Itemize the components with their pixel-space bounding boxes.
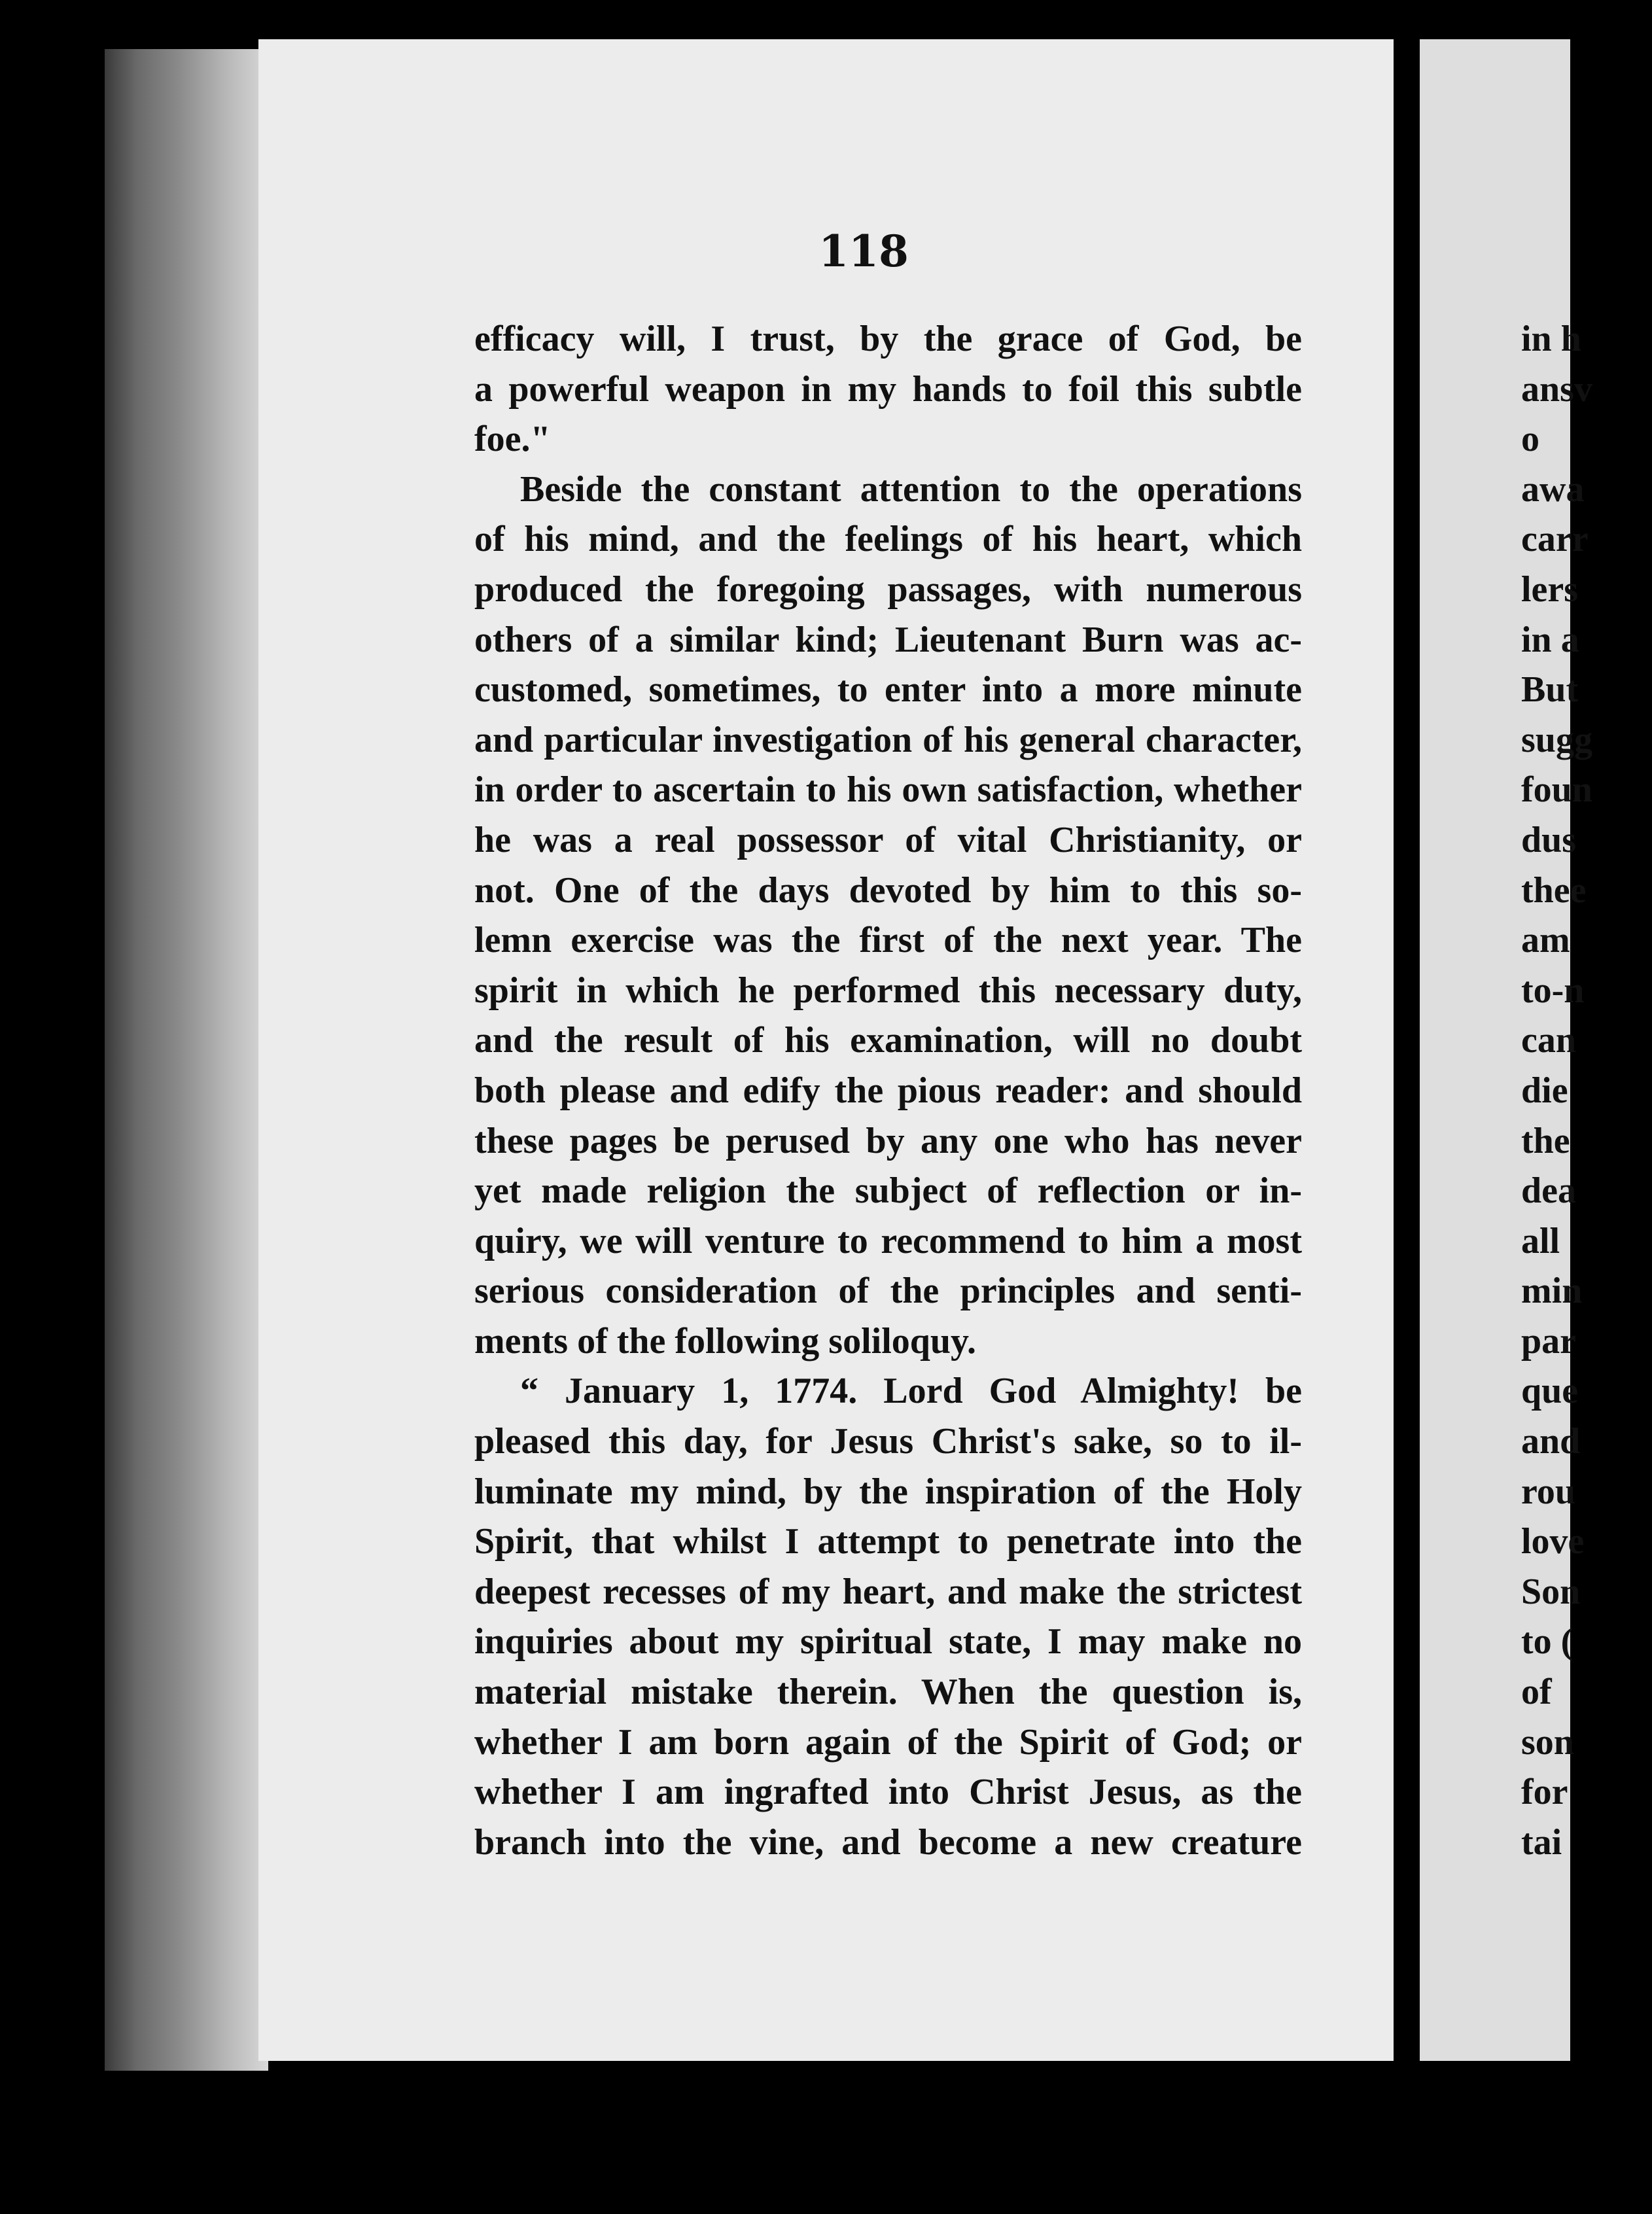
text-line: others of a similar kind; Lieutenant Burn was ac- [474, 619, 1302, 660]
text-line: luminate my mind, by the inspiration of the Holy [474, 1471, 1302, 1512]
fragment-line: for [1521, 1772, 1568, 1813]
text-line: these pages be perused by any one who has never [474, 1120, 1302, 1161]
text-line: whether I am born again of the Spirit of God; or [474, 1721, 1302, 1763]
text-line: whether I am ingrafted into Christ Jesus, as the [474, 1772, 1302, 1813]
fragment-line: o [1521, 419, 1539, 460]
text-line: quiry, we will venture to recommend to him a most [474, 1220, 1302, 1261]
fragment-line: to ( [1521, 1621, 1573, 1662]
fragment-line: dus [1521, 819, 1577, 860]
fragment-line: in h [1521, 319, 1581, 359]
fragment-line: Son [1521, 1571, 1581, 1612]
text-line: serious consideration of the principles and senti- [474, 1271, 1302, 1312]
fragment-line: tai [1521, 1821, 1562, 1863]
text-line: material mistake therein. When the question is, [474, 1672, 1302, 1713]
text-line: branch into the vine, and become a new creature [474, 1821, 1302, 1863]
fragment-line: thee [1521, 870, 1587, 911]
text-line: yet made religion the subject of reflection or in- [474, 1170, 1302, 1212]
fragment-line: of [1521, 1672, 1552, 1713]
text-line: spirit in which he performed this necessary duty, [474, 970, 1302, 1011]
book-gutter [1394, 0, 1420, 2214]
page-number: 118 [818, 226, 909, 277]
fragment-line: awa [1521, 468, 1585, 510]
text-line: pleased this day, for Jesus Christ's sake, so to il- [474, 1421, 1302, 1462]
fragment-line: rou [1521, 1471, 1575, 1512]
facing-page-text [1521, 314, 1652, 1867]
text-line: ments of the following soliloquy. [474, 1320, 976, 1362]
body-text [474, 314, 1302, 1867]
fragment-line: que [1521, 1371, 1579, 1412]
text-line: Beside the constant attention to the operations [520, 468, 1302, 510]
text-line: produced the foregoing passages, with numerous [474, 569, 1302, 610]
fragment-line: ansv [1521, 368, 1592, 410]
fragment-line: carr [1521, 519, 1589, 560]
fragment-line: to-n [1521, 970, 1585, 1011]
text-line: not. One of the days devoted by him to this so- [474, 870, 1302, 911]
fragment-line: can [1521, 1020, 1576, 1061]
fragment-line: dea [1521, 1170, 1576, 1212]
text-line: of his mind, and the feelings of his heart, which [474, 519, 1302, 560]
fragment-line: But [1521, 669, 1579, 711]
fragment-line: foun [1521, 769, 1592, 811]
text-line: Spirit, that whilst I attempt to penetrate into the [474, 1521, 1302, 1562]
fragment-line: lers [1521, 569, 1579, 610]
text-line: both please and edify the pious reader: and should [474, 1070, 1302, 1111]
fragment-line: min [1521, 1271, 1583, 1312]
text-line: a powerful weapon in my hands to foil this subtle [474, 368, 1302, 410]
text-line: and particular investigation of his general character, [474, 719, 1302, 760]
fragment-line: par [1521, 1320, 1576, 1362]
fragment-line: am [1521, 920, 1570, 961]
fragment-line: sugg [1521, 719, 1592, 760]
text-line: lemn exercise was the first of the next year. The [474, 920, 1302, 961]
fragment-line: in a [1521, 619, 1579, 660]
fragment-line: love [1521, 1521, 1585, 1562]
text-line: “ January 1, 1774. Lord God Almighty! be [520, 1371, 1302, 1412]
fragment-line: the [1521, 1120, 1570, 1161]
text-line: customed, sometimes, to enter into a more minute [474, 669, 1302, 711]
fragment-line: son [1521, 1721, 1574, 1763]
text-line: foe." [474, 419, 551, 460]
text-line: he was a real possessor of vital Christianity, or [474, 819, 1302, 860]
text-line: in order to ascertain to his own satisfaction, whether [474, 769, 1302, 811]
fragment-line: and [1521, 1421, 1581, 1462]
fragment-line: all [1521, 1220, 1560, 1261]
fragment-line: die [1521, 1070, 1568, 1111]
text-line: efficacy will, I trust, by the grace of God, be [474, 319, 1302, 359]
text-line: deepest recesses of my heart, and make the strictest [474, 1571, 1302, 1612]
text-line: inquiries about my spiritual state, I may make no [474, 1621, 1302, 1662]
text-line: and the result of his examination, will no doubt [474, 1020, 1302, 1061]
page-edge-shadow [105, 49, 268, 2071]
